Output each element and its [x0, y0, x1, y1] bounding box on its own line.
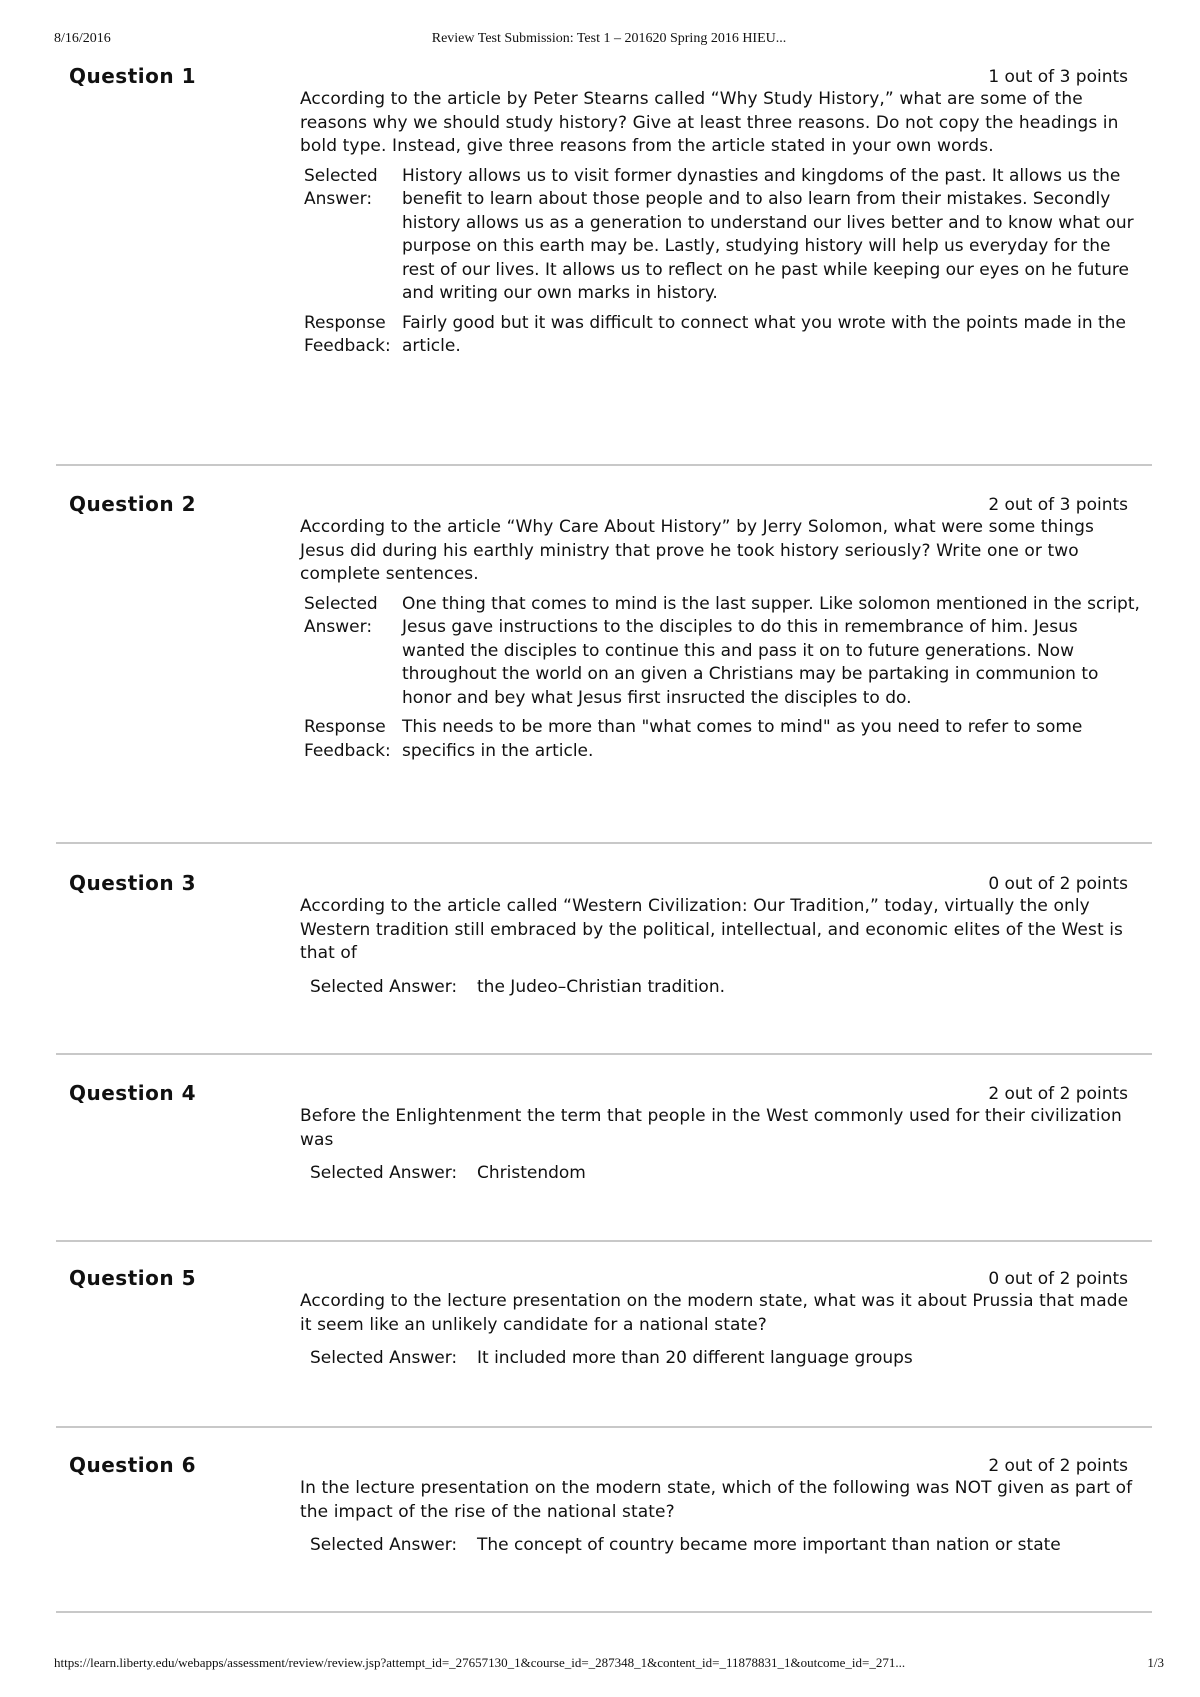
selected-answer-label: Selected Answer: [310, 1535, 458, 1555]
question-points: 0 out of 2 points [988, 1269, 1128, 1289]
response-feedback-text: Fairly good but it was difficult to connect what you wrote with the points made in the article. [402, 312, 1126, 356]
label-line: Selected [304, 593, 378, 614]
answer-row [310, 1534, 1140, 1558]
question-title: Question 3 [69, 871, 196, 895]
selected-answer-text: the Judeo–Christian tradition. [477, 976, 725, 997]
answer-row [310, 976, 1140, 1000]
question-block [56, 492, 1152, 844]
print-date: 8/16/2016 [54, 31, 111, 46]
selected-answer-label: Selected Answer: [310, 1348, 458, 1368]
selected-answer-text: It included more than 20 different language groups [477, 1348, 913, 1368]
answer-row [310, 1347, 1140, 1371]
question-points: 1 out of 3 points [988, 67, 1128, 87]
question-text: According to the article “Why Care About History” by Jerry Solomon, what were some things Jesus did during his earthly ministry that prove he took history seriously? Write one or two complete sentences. [300, 517, 1094, 584]
question-block [56, 1266, 1152, 1428]
selected-answer-text: The concept of country became more important than nation or state [477, 1535, 1061, 1555]
selected-answer-label: Selected Answer: [310, 976, 458, 997]
response-feedback-label [304, 716, 402, 769]
question-body [300, 88, 1140, 365]
page-url: https://learn.liberty.edu/webapps/assessment/review/review.jsp?attempt_id=_27657130_1&course_id=_287348_1&content_id=_11878831_1&outcome_id=_271... [54, 1655, 906, 1670]
label-line: Response [304, 312, 386, 333]
label-line: Feedback: [304, 336, 391, 356]
label-line: Feedback: [304, 740, 391, 761]
question-body [300, 516, 1140, 769]
question-title: Question 6 [69, 1453, 196, 1477]
question-title: Question 5 [69, 1266, 196, 1290]
print-header [54, 31, 1164, 51]
print-footer [54, 1655, 1164, 1675]
question-body [300, 1105, 1140, 1186]
answer-table [304, 165, 1140, 365]
question-points: 2 out of 3 points [988, 495, 1128, 515]
answer-row [310, 1162, 1140, 1186]
question-text: According to the lecture presentation on the modern state, what was it about Prussia that made it seem like an unlikely candidate for a national state? [300, 1291, 1129, 1335]
question-block [56, 1081, 1152, 1242]
question-title: Question 4 [69, 1081, 196, 1105]
response-feedback-text: This needs to be more than "what comes to mind" as you need to refer to some specifics in the article. [402, 717, 1083, 761]
page-number: 1/3 [1147, 1655, 1164, 1670]
response-feedback-label [304, 312, 402, 365]
selected-answer-text: History allows us to visit former dynasties and kingdoms of the past. It allows us the benefit to learn about those people and to also learn from their mistakes. Secondly history allows us as a generation to understand our lives better and to know what our purpose on this earth may be. Lastly, studying history will help us everyday for the rest of our lives. It allows us to reflect on he past while keeping our eyes on he future and writing our own marks in history. [402, 165, 1134, 303]
question-body [300, 1477, 1140, 1558]
label-line: Answer: [304, 189, 373, 209]
selected-answer-text: Christendom [477, 1163, 586, 1183]
question-block [56, 1453, 1152, 1613]
answer-table [304, 593, 1140, 770]
question-body [300, 1290, 1140, 1371]
question-points: 2 out of 2 points [988, 1084, 1128, 1104]
document-title: Review Test Submission: Test 1 – 201620 Spring 2016 HIEU... [431, 31, 787, 46]
question-points: 0 out of 2 points [988, 874, 1128, 894]
question-points: 2 out of 2 points [988, 1456, 1128, 1476]
question-body [300, 895, 1140, 999]
question-text: According to the article by Peter Stearns called “Why Study History,” what are some of the reasons why we should study history? Give at least three reasons. Do not copy the headings in bold type. Instead, give three reasons from the article stated in your own words. [300, 89, 1119, 156]
question-block [56, 871, 1152, 1055]
question-text: In the lecture presentation on the modern state, which of the following was NOT given as part of the impact of the rise of the national state? [300, 1478, 1133, 1522]
selected-answer-text: One thing that comes to mind is the last supper. Like solomon mentioned in the script, Jesus gave instructions to the disciples to do this in remembrance of him. Jesus wanted the disciples to continue this and pass it on to future generations. Now throughout the world on an given a Christians may be partaking in communion to honor and bey what Jesus first insructed the disciples to do. [402, 593, 1140, 708]
selected-answer-label [304, 165, 402, 312]
label-line: Selected [304, 165, 378, 186]
question-title: Question 2 [69, 492, 196, 516]
question-title: Question 1 [69, 64, 196, 88]
label-line: Answer: [304, 617, 373, 637]
question-block [56, 64, 1152, 466]
question-text: Before the Enlightenment the term that people in the West commonly used for their civilization was [300, 1106, 1122, 1150]
label-line: Response [304, 717, 386, 737]
question-text: According to the article called “Western Civilization: Our Tradition,” today, virtually the only Western tradition still embraced by the political, intellectual, and economic elites of the West is that of [300, 896, 1123, 963]
selected-answer-label [304, 593, 402, 717]
selected-answer-label: Selected Answer: [310, 1163, 458, 1183]
